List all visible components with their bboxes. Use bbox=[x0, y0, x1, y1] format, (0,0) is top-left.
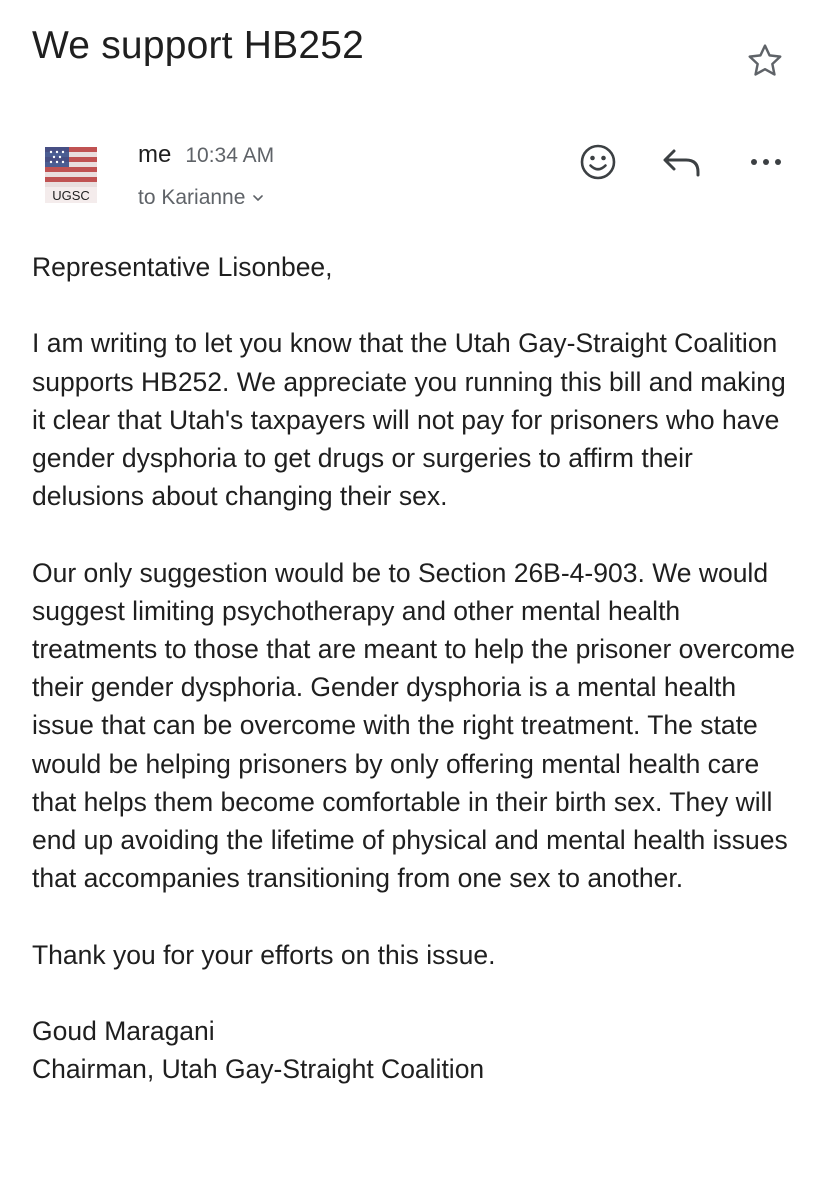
sender-name: me bbox=[138, 141, 172, 168]
body-paragraph: Our only suggestion would be to Section 26B-4-903. We would suggest limiting psychotherapy and other mental health treatments to those that are meant to help the prisoner overcome their gender dysphoria. Gender dysphoria is a mental health issue that can be overcome with the right treatment. The state would be helping prisoners by only offering mental health care that helps them become comfortable in their birth sex. They will end up avoiding the lifetime of physical and mental health issues that accompanies transitioning from one sex to another. bbox=[32, 557, 796, 894]
email-subject: We support HB252 bbox=[32, 24, 364, 67]
sender-row bbox=[138, 141, 274, 169]
more-horizontal-icon[interactable] bbox=[744, 150, 788, 174]
greeting: Representative Lisonbee, bbox=[32, 252, 333, 282]
emoji-reaction-icon[interactable] bbox=[576, 140, 620, 184]
sender-avatar[interactable] bbox=[42, 143, 100, 207]
body-paragraph: Thank you for your efforts on this issue. bbox=[32, 939, 496, 970]
chevron-down-icon bbox=[251, 191, 265, 205]
recipient-label: to Karianne bbox=[138, 186, 246, 209]
signature-name: Goud Maragani bbox=[32, 1016, 215, 1046]
email-body bbox=[32, 248, 802, 1088]
avatar-label: UGSC bbox=[52, 188, 90, 203]
body-paragraph: I am writing to let you know that the Utah Gay-Straight Coalition supports HB252. We appreciate you running this bill and making it clear that Utah's taxpayers will not pay for prisoners who have gender dysphoria to get drugs or surgeries to affirm their delusions about changing their sex. bbox=[32, 328, 786, 512]
reply-icon[interactable] bbox=[660, 143, 704, 181]
signature-title: Chairman, Utah Gay-Straight Coalition bbox=[32, 1054, 485, 1085]
sent-time: 10:34 AM bbox=[185, 144, 275, 167]
recipient-details[interactable] bbox=[138, 186, 265, 210]
star-icon[interactable] bbox=[744, 40, 786, 82]
